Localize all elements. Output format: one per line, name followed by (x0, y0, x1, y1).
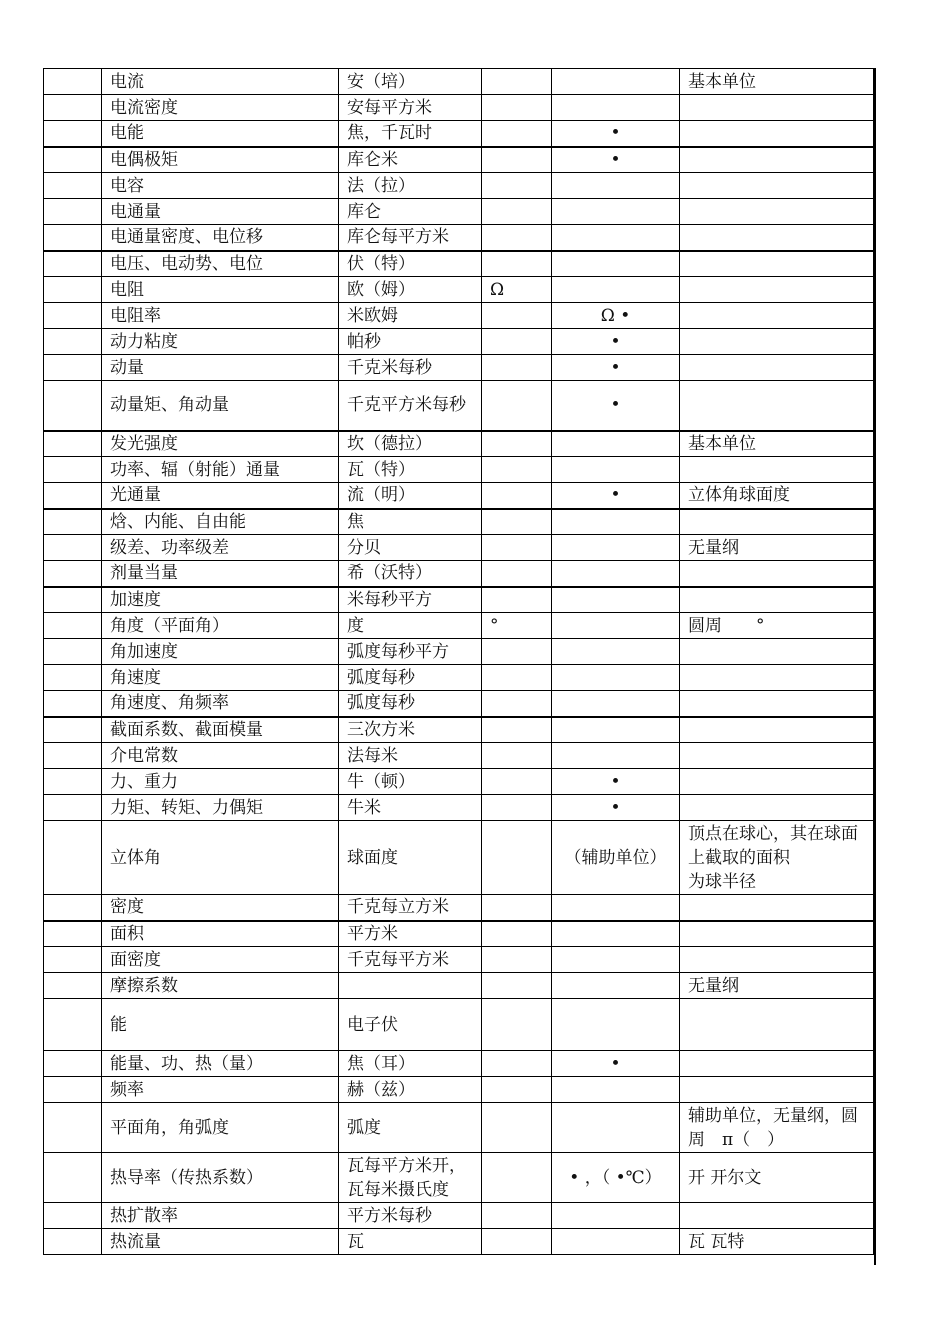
unit-symbol-cell (482, 1229, 552, 1255)
unit-expression-cell (552, 457, 680, 483)
unit-symbol-cell (482, 821, 552, 895)
unit-expression-cell (552, 431, 680, 457)
quantity-name-cell: 热流量 (102, 1229, 339, 1255)
unit-name-cell: 电子伏 (339, 999, 482, 1051)
quantity-name-cell: 平面角，角弧度 (102, 1103, 339, 1153)
units-table (43, 68, 874, 1255)
unit-name-cell: 千克每平方米 (339, 947, 482, 973)
remark-cell (680, 251, 874, 277)
unit-expression-cell (552, 973, 680, 999)
unit-symbol-cell (482, 535, 552, 561)
unit-symbol-cell (482, 483, 552, 509)
remark-cell (680, 95, 874, 121)
unit-expression-cell: • (552, 147, 680, 173)
index-cell (44, 587, 102, 613)
unit-expression-cell: • (552, 121, 680, 147)
unit-name-cell: 欧（姆） (339, 277, 482, 303)
unit-symbol-cell (482, 1103, 552, 1153)
unit-name-cell: 分贝 (339, 535, 482, 561)
quantity-name-cell: 角度（平面角） (102, 613, 339, 639)
table-row (44, 769, 874, 795)
unit-symbol-cell (482, 769, 552, 795)
unit-symbol-cell (482, 743, 552, 769)
index-cell (44, 743, 102, 769)
index-cell (44, 1229, 102, 1255)
unit-name-cell: 瓦每平方米开，瓦每米摄氏度 (339, 1153, 482, 1203)
unit-name-cell: 法每米 (339, 743, 482, 769)
unit-symbol-cell (482, 691, 552, 717)
quantity-name-cell: 角速度、角频率 (102, 691, 339, 717)
table-row (44, 821, 874, 895)
unit-symbol-cell (482, 947, 552, 973)
quantity-name-cell: 能量、功、热（量） (102, 1051, 339, 1077)
unit-expression-cell (552, 587, 680, 613)
remark-cell: 圆周 ° (680, 613, 874, 639)
unit-expression-cell (552, 895, 680, 921)
table-row (44, 691, 874, 717)
quantity-name-cell: 摩擦系数 (102, 973, 339, 999)
remark-cell (680, 329, 874, 355)
remark-cell (680, 509, 874, 535)
index-cell (44, 639, 102, 665)
index-cell (44, 1051, 102, 1077)
table-row (44, 639, 874, 665)
unit-symbol-cell (482, 329, 552, 355)
unit-expression-cell (552, 639, 680, 665)
table-row (44, 69, 874, 95)
remark-cell (680, 769, 874, 795)
unit-symbol-cell (482, 999, 552, 1051)
unit-symbol-cell (482, 895, 552, 921)
unit-symbol-cell (482, 665, 552, 691)
unit-symbol-cell (482, 1203, 552, 1229)
index-cell (44, 509, 102, 535)
table-row (44, 587, 874, 613)
unit-expression-cell: • (552, 795, 680, 821)
unit-name-cell: 千克平方米每秒 (339, 381, 482, 431)
unit-symbol-cell (482, 973, 552, 999)
table-row (44, 717, 874, 743)
unit-symbol-cell (482, 173, 552, 199)
quantity-name-cell: 动量 (102, 355, 339, 381)
remark-cell (680, 225, 874, 251)
unit-expression-cell (552, 199, 680, 225)
quantity-name-cell: 电流 (102, 69, 339, 95)
unit-name-cell: 弧度每秒 (339, 665, 482, 691)
unit-name-cell: 球面度 (339, 821, 482, 895)
quantity-name-cell: 电容 (102, 173, 339, 199)
table-row (44, 147, 874, 173)
index-cell (44, 1153, 102, 1203)
unit-expression-cell (552, 225, 680, 251)
index-cell (44, 691, 102, 717)
unit-expression-cell (552, 691, 680, 717)
index-cell (44, 613, 102, 639)
index-cell (44, 717, 102, 743)
unit-symbol-cell (482, 921, 552, 947)
unit-expression-cell (552, 1203, 680, 1229)
unit-expression-cell (552, 1103, 680, 1153)
index-cell (44, 225, 102, 251)
unit-name-cell: 牛米 (339, 795, 482, 821)
table-row (44, 303, 874, 329)
unit-name-cell (339, 973, 482, 999)
remark-cell (680, 173, 874, 199)
quantity-name-cell: 电流密度 (102, 95, 339, 121)
remark-cell (680, 303, 874, 329)
quantity-name-cell: 动力粘度 (102, 329, 339, 355)
unit-expression-cell (552, 509, 680, 535)
units-table-container (43, 68, 874, 1255)
unit-name-cell: 度 (339, 613, 482, 639)
unit-name-cell: 平方米 (339, 921, 482, 947)
unit-name-cell: 瓦 (339, 1229, 482, 1255)
remark-cell (680, 743, 874, 769)
table-row (44, 1103, 874, 1153)
unit-expression-cell (552, 947, 680, 973)
unit-symbol-cell (482, 431, 552, 457)
quantity-name-cell: 角加速度 (102, 639, 339, 665)
unit-name-cell: 帕秒 (339, 329, 482, 355)
unit-symbol-cell (482, 69, 552, 95)
table-row (44, 381, 874, 431)
quantity-name-cell: 电偶极矩 (102, 147, 339, 173)
quantity-name-cell: 电通量 (102, 199, 339, 225)
unit-expression-cell (552, 743, 680, 769)
quantity-name-cell: 电阻 (102, 277, 339, 303)
quantity-name-cell: 焓、内能、自由能 (102, 509, 339, 535)
remark-cell (680, 121, 874, 147)
table-row (44, 251, 874, 277)
index-cell (44, 251, 102, 277)
index-cell (44, 355, 102, 381)
unit-symbol-cell (482, 587, 552, 613)
quantity-name-cell: 介电常数 (102, 743, 339, 769)
unit-name-cell: 焦（耳） (339, 1051, 482, 1077)
quantity-name-cell: 力矩、转矩、力偶矩 (102, 795, 339, 821)
unit-expression-cell (552, 999, 680, 1051)
unit-symbol-cell: ° (482, 613, 552, 639)
remark-cell (680, 277, 874, 303)
remark-cell (680, 457, 874, 483)
index-cell (44, 95, 102, 121)
unit-symbol-cell (482, 251, 552, 277)
unit-symbol-cell (482, 147, 552, 173)
unit-expression-cell (552, 613, 680, 639)
unit-expression-cell: • ，（ •℃） (552, 1153, 680, 1203)
unit-name-cell: 千克米每秒 (339, 355, 482, 381)
table-row (44, 535, 874, 561)
remark-cell (680, 1077, 874, 1103)
quantity-name-cell: 热导率（传热系数） (102, 1153, 339, 1203)
unit-expression-cell (552, 1229, 680, 1255)
table-row (44, 457, 874, 483)
index-cell (44, 947, 102, 973)
quantity-name-cell: 立体角 (102, 821, 339, 895)
remark-cell: 开 开尔文 (680, 1153, 874, 1203)
unit-name-cell: 弧度每秒 (339, 691, 482, 717)
unit-symbol-cell (482, 381, 552, 431)
remark-cell (680, 1051, 874, 1077)
unit-name-cell: 库仑每平方米 (339, 225, 482, 251)
remark-cell (680, 717, 874, 743)
remark-cell (680, 921, 874, 947)
table-row (44, 1077, 874, 1103)
table-row (44, 225, 874, 251)
table-row (44, 277, 874, 303)
unit-name-cell: 库仑 (339, 199, 482, 225)
unit-name-cell: 安每平方米 (339, 95, 482, 121)
table-row (44, 895, 874, 921)
index-cell (44, 431, 102, 457)
table-row (44, 973, 874, 999)
unit-name-cell: 赫（兹） (339, 1077, 482, 1103)
unit-expression-cell: Ω • (552, 303, 680, 329)
unit-expression-cell (552, 95, 680, 121)
quantity-name-cell: 力、重力 (102, 769, 339, 795)
table-row (44, 921, 874, 947)
table-row (44, 561, 874, 587)
remark-cell (680, 147, 874, 173)
index-cell (44, 277, 102, 303)
unit-symbol-cell (482, 1051, 552, 1077)
unit-name-cell: 焦，千瓦时 (339, 121, 482, 147)
quantity-name-cell: 动量矩、角动量 (102, 381, 339, 431)
remark-cell: 辅助单位，无量纲，圆周 π（ ） (680, 1103, 874, 1153)
unit-name-cell: 平方米每秒 (339, 1203, 482, 1229)
unit-expression-cell: • (552, 381, 680, 431)
unit-symbol-cell (482, 1077, 552, 1103)
unit-expression-cell: • (552, 355, 680, 381)
table-row (44, 199, 874, 225)
table-row (44, 121, 874, 147)
unit-symbol-cell (482, 1153, 552, 1203)
unit-symbol-cell (482, 457, 552, 483)
index-cell (44, 999, 102, 1051)
units-table-body (44, 69, 874, 1255)
table-row (44, 483, 874, 509)
index-cell (44, 665, 102, 691)
table-right-border (874, 68, 876, 1265)
unit-name-cell: 瓦（特） (339, 457, 482, 483)
quantity-name-cell: 电通量密度、电位移 (102, 225, 339, 251)
unit-name-cell: 千克每立方米 (339, 895, 482, 921)
unit-expression-cell (552, 173, 680, 199)
unit-expression-cell (552, 561, 680, 587)
unit-expression-cell: • (552, 769, 680, 795)
index-cell (44, 173, 102, 199)
unit-name-cell: 法（拉） (339, 173, 482, 199)
index-cell (44, 381, 102, 431)
table-row (44, 743, 874, 769)
table-row (44, 947, 874, 973)
table-row (44, 509, 874, 535)
remark-cell: 瓦 瓦特 (680, 1229, 874, 1255)
index-cell (44, 69, 102, 95)
table-row (44, 665, 874, 691)
index-cell (44, 199, 102, 225)
unit-name-cell: 米欧姆 (339, 303, 482, 329)
unit-expression-cell: • (552, 329, 680, 355)
table-row (44, 431, 874, 457)
quantity-name-cell: 频率 (102, 1077, 339, 1103)
unit-symbol-cell (482, 639, 552, 665)
remark-cell (680, 561, 874, 587)
index-cell (44, 1203, 102, 1229)
index-cell (44, 795, 102, 821)
unit-expression-cell (552, 1077, 680, 1103)
index-cell (44, 769, 102, 795)
quantity-name-cell: 能 (102, 999, 339, 1051)
unit-name-cell: 三次方米 (339, 717, 482, 743)
table-row (44, 355, 874, 381)
index-cell (44, 329, 102, 355)
unit-expression-cell: （辅助单位） (552, 821, 680, 895)
unit-name-cell: 坎（德拉） (339, 431, 482, 457)
remark-cell (680, 639, 874, 665)
unit-expression-cell: • (552, 1051, 680, 1077)
unit-expression-cell (552, 921, 680, 947)
remark-cell (680, 895, 874, 921)
index-cell (44, 821, 102, 895)
unit-name-cell: 焦 (339, 509, 482, 535)
remark-cell: 无量纲 (680, 973, 874, 999)
remark-cell (680, 665, 874, 691)
table-row (44, 173, 874, 199)
remark-cell (680, 199, 874, 225)
index-cell (44, 457, 102, 483)
quantity-name-cell: 发光强度 (102, 431, 339, 457)
quantity-name-cell: 电能 (102, 121, 339, 147)
index-cell (44, 973, 102, 999)
remark-cell (680, 691, 874, 717)
unit-symbol-cell (482, 509, 552, 535)
table-row (44, 1051, 874, 1077)
quantity-name-cell: 电压、电动势、电位 (102, 251, 339, 277)
quantity-name-cell: 角速度 (102, 665, 339, 691)
unit-name-cell: 库仑米 (339, 147, 482, 173)
unit-name-cell: 安（培） (339, 69, 482, 95)
quantity-name-cell: 光通量 (102, 483, 339, 509)
unit-symbol-cell: Ω (482, 277, 552, 303)
quantity-name-cell: 电阻率 (102, 303, 339, 329)
remark-cell: 顶点在球心，其在球面上截取的面积 为球半径 (680, 821, 874, 895)
remark-cell (680, 355, 874, 381)
remark-cell (680, 795, 874, 821)
unit-expression-cell (552, 277, 680, 303)
index-cell (44, 535, 102, 561)
remark-cell: 基本单位 (680, 69, 874, 95)
table-row (44, 1203, 874, 1229)
unit-symbol-cell (482, 199, 552, 225)
quantity-name-cell: 剂量当量 (102, 561, 339, 587)
index-cell (44, 1077, 102, 1103)
index-cell (44, 921, 102, 947)
remark-cell: 无量纲 (680, 535, 874, 561)
unit-symbol-cell (482, 355, 552, 381)
unit-expression-cell (552, 251, 680, 277)
unit-name-cell: 米每秒平方 (339, 587, 482, 613)
remark-cell (680, 999, 874, 1051)
unit-name-cell: 伏（特） (339, 251, 482, 277)
remark-cell (680, 947, 874, 973)
quantity-name-cell: 面密度 (102, 947, 339, 973)
quantity-name-cell: 面积 (102, 921, 339, 947)
table-row (44, 329, 874, 355)
unit-name-cell: 流（明） (339, 483, 482, 509)
remark-cell: 立体角球面度 (680, 483, 874, 509)
index-cell (44, 1103, 102, 1153)
index-cell (44, 121, 102, 147)
unit-name-cell: 弧度 (339, 1103, 482, 1153)
quantity-name-cell: 级差、功率级差 (102, 535, 339, 561)
quantity-name-cell: 截面系数、截面模量 (102, 717, 339, 743)
unit-symbol-cell (482, 717, 552, 743)
table-row (44, 795, 874, 821)
unit-expression-cell: • (552, 483, 680, 509)
index-cell (44, 483, 102, 509)
remark-cell (680, 1203, 874, 1229)
index-cell (44, 303, 102, 329)
unit-expression-cell (552, 535, 680, 561)
unit-symbol-cell (482, 121, 552, 147)
table-row (44, 1153, 874, 1203)
index-cell (44, 561, 102, 587)
index-cell (44, 895, 102, 921)
quantity-name-cell: 加速度 (102, 587, 339, 613)
unit-expression-cell (552, 665, 680, 691)
remark-cell (680, 381, 874, 431)
unit-symbol-cell (482, 561, 552, 587)
table-row (44, 999, 874, 1051)
unit-expression-cell (552, 69, 680, 95)
unit-symbol-cell (482, 95, 552, 121)
remark-cell (680, 587, 874, 613)
index-cell (44, 147, 102, 173)
unit-symbol-cell (482, 303, 552, 329)
remark-cell: 基本单位 (680, 431, 874, 457)
unit-expression-cell (552, 717, 680, 743)
unit-name-cell: 牛（顿） (339, 769, 482, 795)
table-row (44, 95, 874, 121)
unit-name-cell: 弧度每秒平方 (339, 639, 482, 665)
quantity-name-cell: 热扩散率 (102, 1203, 339, 1229)
quantity-name-cell: 功率、辐（射能）通量 (102, 457, 339, 483)
table-row (44, 1229, 874, 1255)
quantity-name-cell: 密度 (102, 895, 339, 921)
unit-name-cell: 希（沃特） (339, 561, 482, 587)
table-row (44, 613, 874, 639)
unit-symbol-cell (482, 225, 552, 251)
unit-symbol-cell (482, 795, 552, 821)
